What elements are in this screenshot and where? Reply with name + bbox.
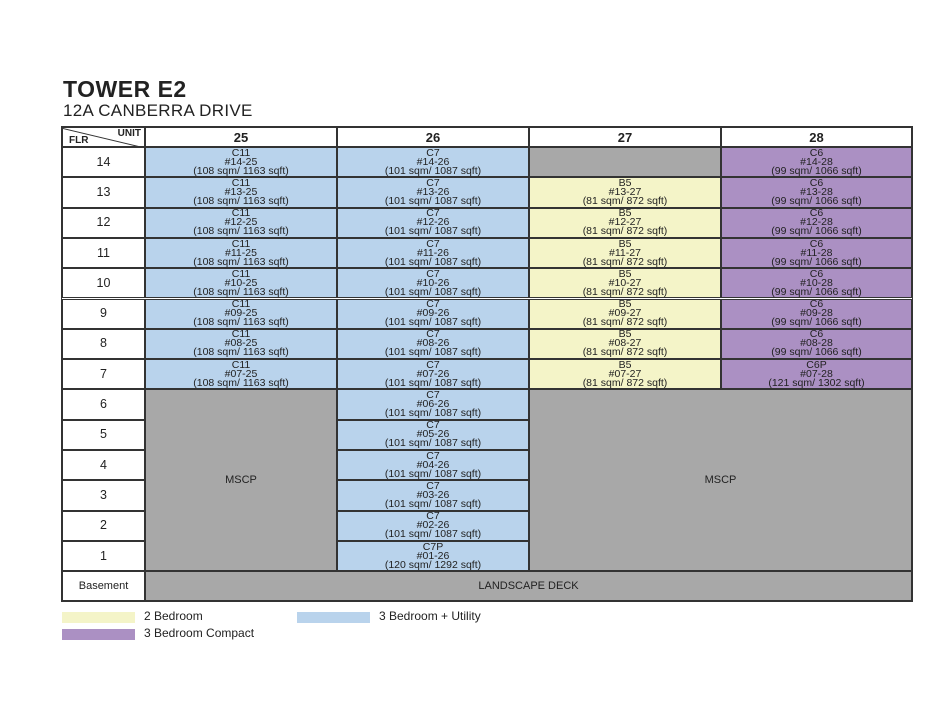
unit-type: B5 [618, 207, 632, 220]
unit-cell [529, 329, 721, 359]
unit-number-label: #08-28 [800, 337, 833, 350]
floor-label [62, 208, 145, 238]
unit-number-label: #14-28 [800, 155, 833, 168]
legend-label-3-bedroom-utility: 3 Bedroom + Utility [379, 609, 481, 623]
unit-cell [337, 268, 529, 298]
mscp-block-left [145, 389, 337, 571]
unit-area: (108 sqm/ 1163 sqft) [193, 285, 289, 298]
landscape-deck-label: LANDSCAPE DECK [478, 579, 579, 592]
unit-cell [145, 299, 337, 329]
unit-type: C7 [426, 359, 440, 371]
unit-area: (101 sqm/ 1087 sqft) [384, 285, 482, 298]
unit-area: (101 sqm/ 1087 sqft) [384, 255, 482, 268]
unit-number-label: #09-26 [416, 307, 450, 320]
unit-type: C7 [426, 237, 440, 250]
unit-area: (99 sqm/ 1066 sqft) [771, 194, 862, 207]
unit-area: (99 sqm/ 1066 sqft) [771, 285, 862, 298]
unit-area: (108 sqm/ 1163 sqft) [193, 225, 289, 238]
unit-type: C6 [809, 268, 824, 280]
unit-number-label: #12-26 [416, 216, 450, 229]
unit-number-label: #13-28 [800, 185, 833, 198]
unit-area: (101 sqm/ 1087 sqft) [384, 407, 482, 420]
unit-area: (101 sqm/ 1087 sqft) [384, 376, 482, 389]
unit-number-label: #11-26 [417, 246, 449, 259]
unit-cell [337, 420, 529, 450]
unit-cell [145, 268, 337, 298]
floor-label [62, 541, 145, 571]
legend-swatch-3-bedroom-compact [62, 629, 135, 640]
unit-number: 28 [809, 129, 824, 145]
floor-number: 4 [100, 457, 107, 472]
unit-area: (101 sqm/ 1087 sqft) [384, 316, 482, 329]
floor-number: 13 [96, 184, 111, 199]
unit-type: C6 [809, 298, 824, 311]
unit-type: C7 [426, 177, 440, 189]
unit-type: B5 [618, 268, 632, 280]
floor-label [62, 359, 145, 389]
floor-number: 5 [100, 427, 107, 442]
floor-label [62, 389, 145, 419]
mscp-label: MSCP [704, 473, 737, 486]
unit-type: B5 [618, 298, 632, 311]
basement-label: Basement [78, 579, 129, 592]
unit-area: (81 sqm/ 872 sqft) [582, 225, 668, 238]
unit-cell [529, 177, 721, 207]
floor-number: 10 [96, 275, 111, 290]
floor-label [62, 147, 145, 177]
unit-area: (101 sqm/ 1087 sqft) [384, 194, 482, 207]
unit-type: C11 [231, 147, 251, 159]
basement-label-cell [62, 571, 145, 601]
unit-area: (101 sqm/ 1087 sqft) [384, 467, 482, 480]
floor-number: 9 [100, 306, 107, 321]
unit-type: C6P [806, 359, 827, 371]
unit-cell [145, 177, 337, 207]
unit-type: B5 [618, 177, 632, 189]
floor-number: 7 [100, 366, 107, 381]
landscape-deck [145, 571, 912, 601]
unit-area: (81 sqm/ 872 sqft) [582, 316, 668, 329]
unit-cell [529, 359, 721, 389]
unit-type: C6 [809, 328, 824, 341]
unit-number-label: #12-25 [224, 216, 258, 229]
unit-area: (81 sqm/ 872 sqft) [582, 194, 668, 207]
unit-area: (81 sqm/ 872 sqft) [582, 255, 668, 268]
unit-cell [529, 268, 721, 298]
floor-label [62, 299, 145, 329]
floor-number: 14 [96, 154, 111, 169]
empty-unit-cell [529, 147, 721, 177]
unit-area: (99 sqm/ 1066 sqft) [771, 225, 862, 238]
unit-cell [337, 541, 529, 571]
unit-cell [337, 177, 529, 207]
unit-area: (81 sqm/ 872 sqft) [582, 376, 668, 389]
unit-column-header [529, 127, 721, 147]
unit-number: 25 [233, 129, 249, 145]
unit-cell [337, 450, 529, 480]
unit-number-label: #12-27 [608, 216, 642, 229]
unit-type: C6 [809, 147, 824, 159]
unit-area: (99 sqm/ 1066 sqft) [771, 164, 862, 177]
legend-swatch-2-bedroom [62, 612, 135, 623]
unit-column-header [721, 127, 912, 147]
unit-type: C11 [231, 359, 251, 371]
unit-type: C11 [231, 328, 251, 341]
unit-area: (108 sqm/ 1163 sqft) [193, 164, 289, 177]
floor-label [62, 238, 145, 268]
mscp-label: MSCP [225, 473, 257, 486]
unit-number-label: #03-26 [416, 488, 450, 501]
floor-number: 6 [100, 397, 107, 412]
unit-column-header [145, 127, 337, 147]
unit-area: (81 sqm/ 872 sqft) [582, 346, 668, 359]
unit-area: (121 sqm/ 1302 sqft) [768, 376, 865, 389]
unit-type: C6 [809, 207, 824, 220]
unit-area: (108 sqm/ 1163 sqft) [193, 255, 289, 268]
table-corner-header [62, 127, 145, 147]
floor-number: 12 [96, 215, 111, 230]
floor-header-label: FLR [69, 135, 89, 146]
unit-area: (108 sqm/ 1163 sqft) [193, 316, 289, 329]
floor-number: 1 [100, 548, 107, 563]
unit-type: C11 [231, 268, 251, 280]
floor-label [62, 450, 145, 480]
unit-cell [337, 147, 529, 177]
legend-label-2-bedroom: 2 Bedroom [144, 609, 203, 623]
unit-area: (99 sqm/ 1066 sqft) [771, 255, 862, 268]
unit-area: (101 sqm/ 1087 sqft) [384, 497, 482, 510]
unit-number-label: #10-27 [608, 276, 642, 289]
unit-cell [721, 359, 912, 389]
unit-area: (101 sqm/ 1087 sqft) [384, 225, 482, 238]
floor-number: 8 [100, 336, 107, 351]
unit-cell [337, 511, 529, 541]
unit-area: (101 sqm/ 1087 sqft) [384, 528, 482, 541]
unit-type: B5 [618, 359, 632, 371]
unit-number-label: #07-27 [608, 367, 642, 380]
unit-area: (99 sqm/ 1066 sqft) [771, 316, 862, 329]
unit-type: C7 [426, 328, 440, 341]
unit-cell [337, 359, 529, 389]
unit-type: C7 [426, 147, 440, 159]
unit-cell [145, 329, 337, 359]
unit-type: B5 [618, 237, 632, 250]
unit-cell [721, 147, 912, 177]
unit-area: (81 sqm/ 872 sqft) [582, 285, 668, 298]
unit-cell [145, 208, 337, 238]
floor-label [62, 329, 145, 359]
unit-cell [337, 329, 529, 359]
unit-number-label: #13-25 [224, 185, 258, 198]
unit-type: C7P [422, 540, 444, 553]
unit-number: 27 [617, 129, 633, 145]
unit-cell [529, 299, 721, 329]
unit-type: C7 [426, 207, 440, 220]
unit-number-label: #05-26 [416, 428, 450, 441]
unit-number-label: #10-26 [416, 276, 450, 289]
page-title: TOWER E2 [63, 76, 187, 102]
unit-cell [145, 359, 337, 389]
unit-number-label: #09-27 [608, 307, 642, 320]
unit-area: (101 sqm/ 1087 sqft) [384, 164, 482, 177]
page-subtitle: 12A CANBERRA DRIVE [63, 101, 253, 120]
floor-number: 3 [100, 487, 107, 502]
unit-area: (99 sqm/ 1066 sqft) [771, 346, 862, 359]
unit-area: (101 sqm/ 1087 sqft) [384, 437, 482, 450]
unit-cell [721, 177, 912, 207]
unit-type: C7 [426, 389, 440, 402]
unit-type: C7 [426, 450, 440, 462]
unit-cell [721, 238, 912, 268]
unit-number-label: #01-26 [416, 549, 450, 562]
unit-type: C7 [426, 510, 440, 523]
unit-type: B5 [618, 328, 632, 341]
unit-cell [337, 480, 529, 510]
mscp-block-right [529, 389, 912, 571]
unit-cell [145, 147, 337, 177]
unit-area: (108 sqm/ 1163 sqft) [193, 346, 289, 359]
floor-plan-table [61, 126, 913, 602]
unit-cell [529, 208, 721, 238]
floor-label [62, 268, 145, 298]
unit-number-label: #14-25 [224, 155, 258, 168]
unit-type: C11 [231, 298, 251, 311]
floor-label [62, 177, 145, 207]
unit-number: 26 [425, 129, 441, 145]
unit-type: C11 [231, 177, 251, 189]
unit-number-label: #02-26 [416, 519, 450, 532]
legend-label-3-bedroom-compact: 3 Bedroom Compact [144, 626, 255, 640]
unit-number-label: #09-28 [800, 307, 833, 320]
unit-cell [337, 238, 529, 268]
unit-cell [337, 299, 529, 329]
unit-cell [721, 329, 912, 359]
unit-number-label: #06-26 [416, 398, 450, 411]
unit-area: (120 sqm/ 1292 sqft) [384, 558, 482, 571]
unit-type: C6 [809, 177, 824, 189]
unit-type: C7 [426, 480, 440, 492]
unit-type: C6 [809, 237, 824, 250]
unit-number-label: #07-25 [224, 367, 258, 380]
unit-type: C11 [231, 237, 251, 250]
unit-type: C11 [231, 207, 251, 220]
unit-number-label: #10-28 [800, 276, 833, 289]
unit-column-header [337, 127, 529, 147]
unit-type: C7 [426, 268, 440, 280]
unit-number-label: #07-26 [416, 367, 450, 380]
unit-number-label: #04-26 [416, 458, 450, 471]
legend-swatch-3-bedroom-utility [297, 612, 370, 623]
unit-number-label: #14-26 [416, 155, 450, 168]
unit-number-label: #11-28 [800, 246, 833, 259]
unit-number-label: #11-27 [609, 246, 641, 259]
floor-label [62, 511, 145, 541]
unit-cell [145, 238, 337, 268]
unit-area: (108 sqm/ 1163 sqft) [193, 376, 289, 389]
unit-cell [337, 208, 529, 238]
unit-number-label: #11-25 [225, 246, 257, 259]
unit-type: C7 [426, 419, 440, 432]
unit-number-label: #13-27 [608, 185, 642, 198]
unit-number-label: #09-25 [224, 307, 258, 320]
unit-cell [721, 268, 912, 298]
unit-area: (108 sqm/ 1163 sqft) [193, 194, 289, 207]
unit-number-label: #12-28 [800, 216, 833, 229]
floor-label [62, 480, 145, 510]
unit-area: (101 sqm/ 1087 sqft) [384, 346, 482, 359]
unit-number-label: #08-25 [224, 337, 258, 350]
unit-number-label: #08-27 [608, 337, 642, 350]
unit-type: C7 [426, 298, 440, 311]
unit-number-label: #08-26 [416, 337, 450, 350]
unit-cell [529, 238, 721, 268]
floor-label [62, 420, 145, 450]
floor-number: 2 [100, 518, 107, 533]
unit-header-label: UNIT [117, 128, 141, 139]
floor-number: 11 [97, 245, 110, 260]
unit-number-label: #13-26 [416, 185, 450, 198]
unit-cell [721, 299, 912, 329]
unit-number-label: #07-28 [800, 367, 833, 380]
unit-cell [337, 389, 529, 419]
unit-number-label: #10-25 [224, 276, 258, 289]
unit-cell [721, 208, 912, 238]
